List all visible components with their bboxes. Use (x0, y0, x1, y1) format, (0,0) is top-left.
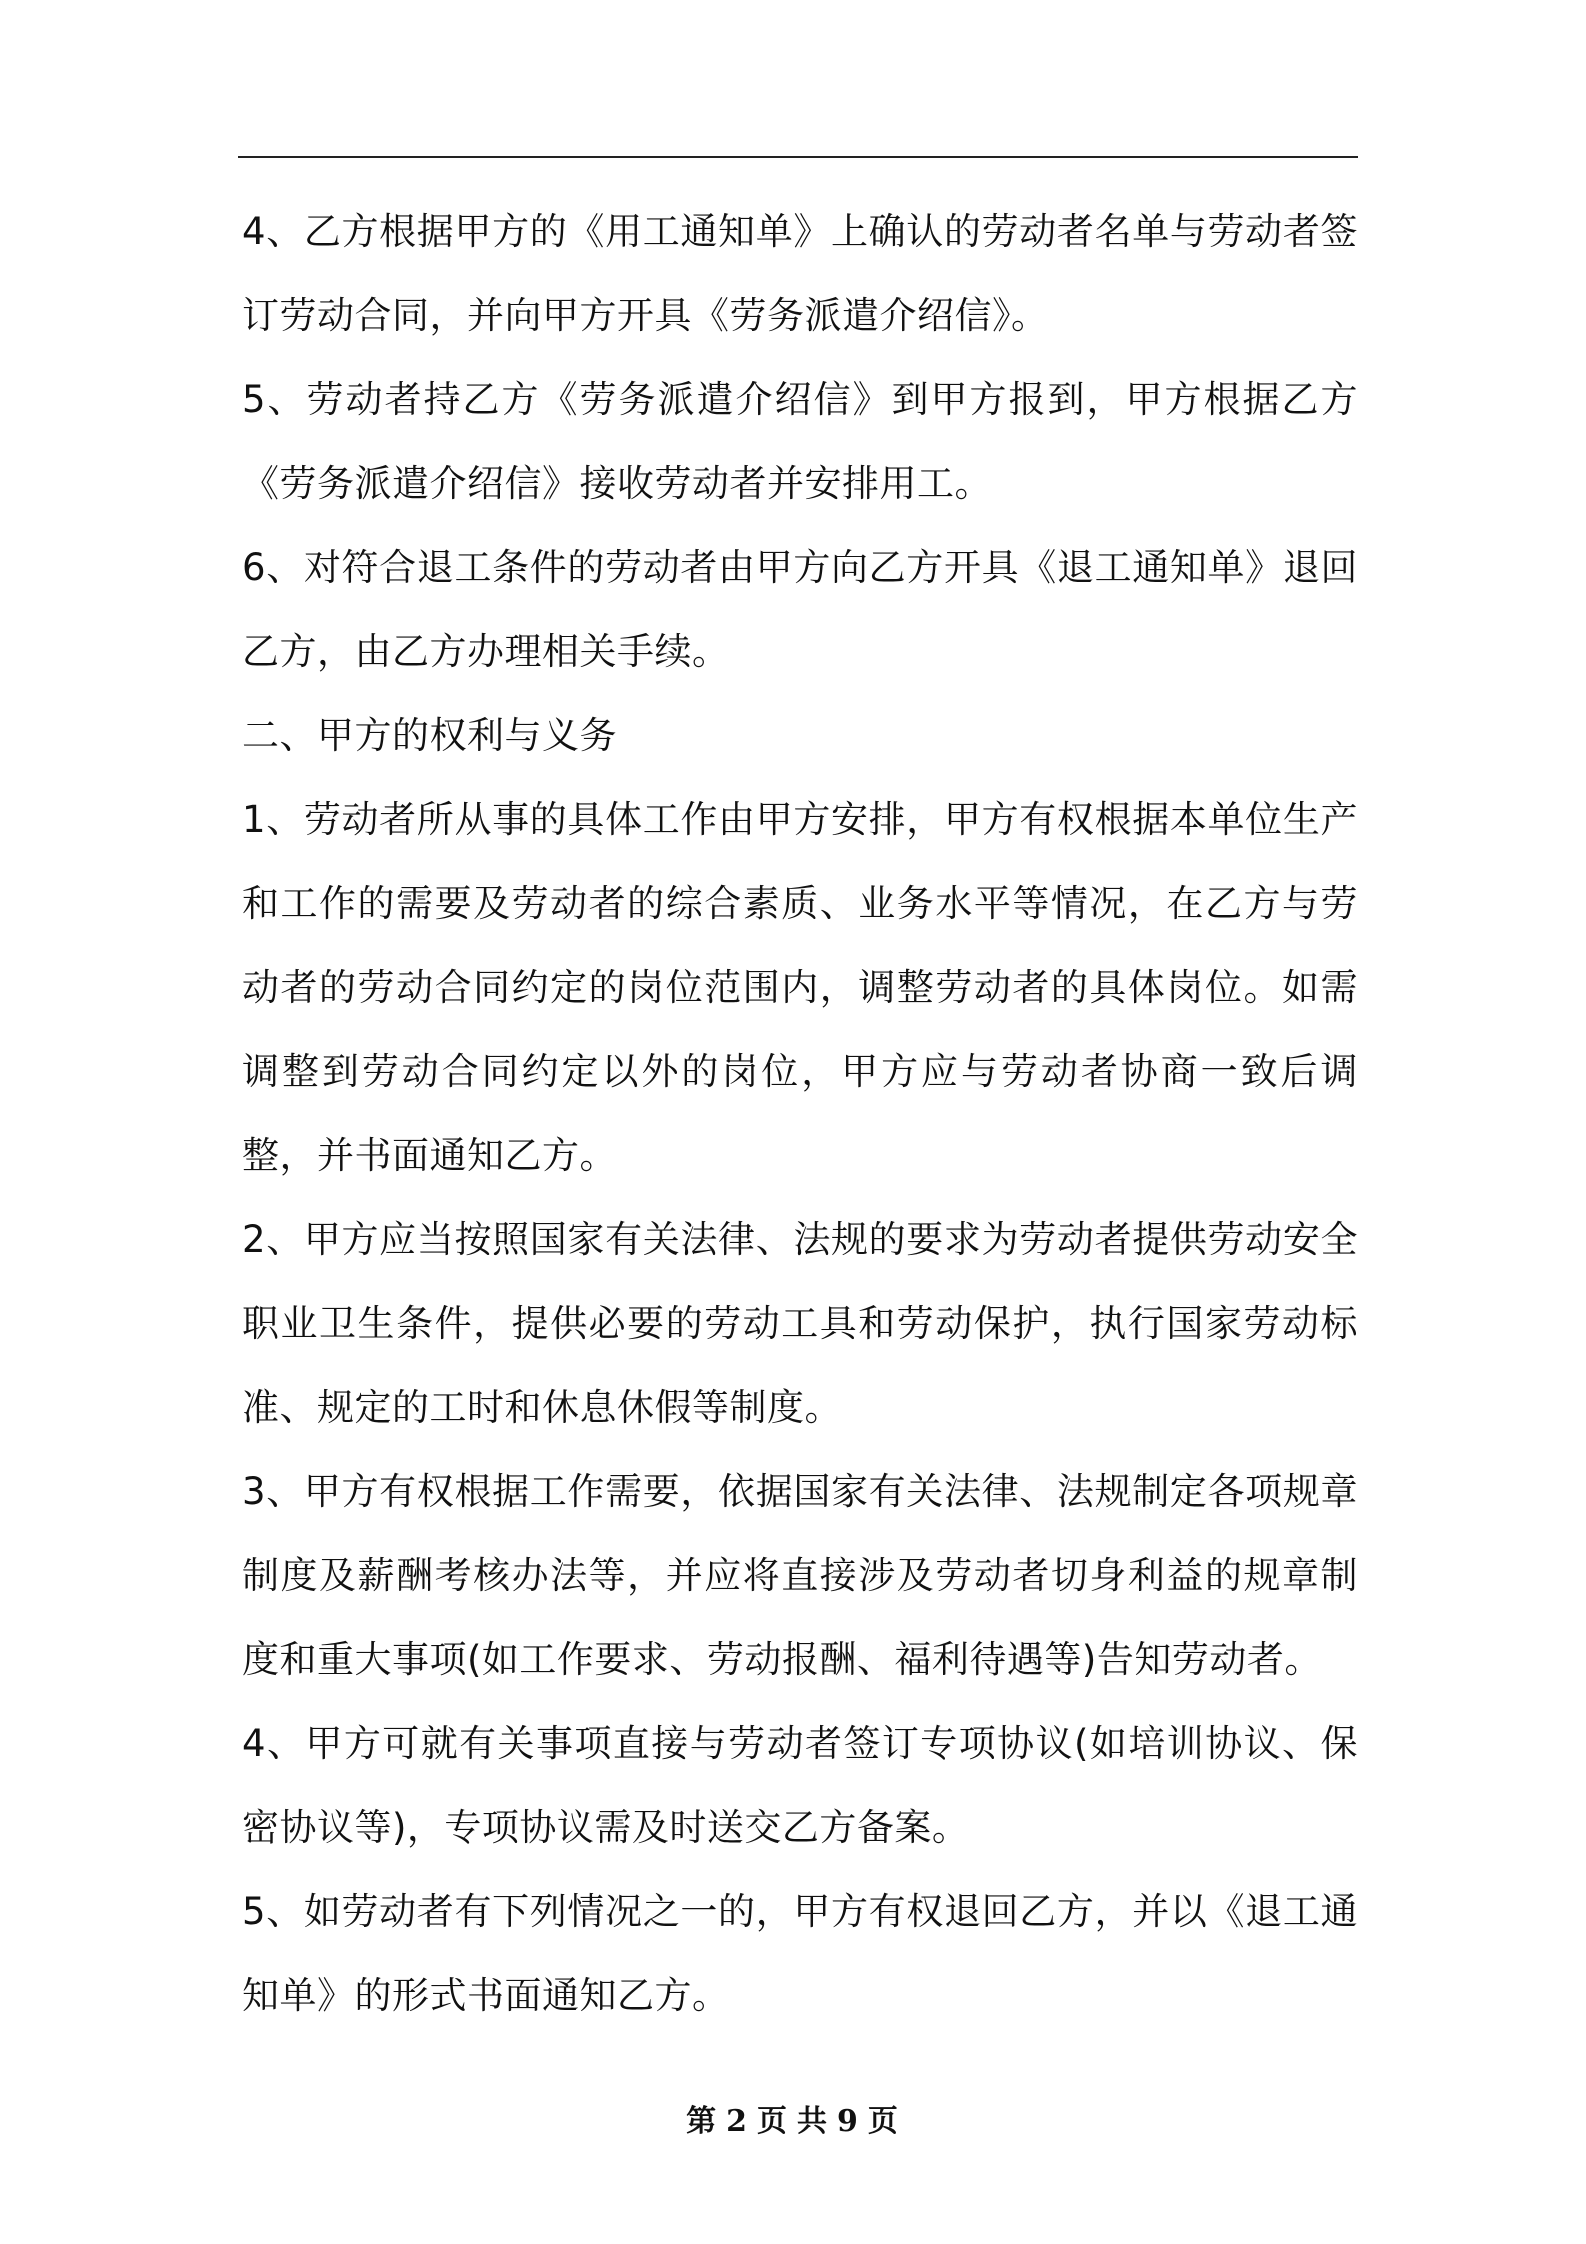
total-suffix-label: 页 (867, 2104, 900, 2139)
section-heading-party-a-rights: 二、甲方的权利与义务 (242, 714, 617, 757)
page-footer (0, 2096, 1586, 2140)
page-label: 页 (757, 2104, 789, 2139)
paragraph-5-report-to-employer: 5、劳动者持乙方《劳务派遣介绍信》到甲方报到，甲方根据乙方《劳务派遣介绍信》接收劳动者并安排用工。 (242, 378, 1358, 505)
total-pages-number: 9 (837, 2104, 860, 2139)
current-page-number: 2 (726, 2104, 749, 2139)
paragraph-6-return-notice: 6、对符合退工条件的劳动者由甲方向乙方开具《退工通知单》退回乙方，由乙方办理相关手续。 (242, 546, 1358, 673)
document-body (242, 190, 1358, 2038)
page-prefix-label: 第 (686, 2104, 719, 2139)
paragraph-a5-return-worker: 5、如劳动者有下列情况之一的，甲方有权退回乙方，并以《退工通知单》的形式书面通知乙方。 (242, 1890, 1358, 2017)
paragraph-a3-rules-and-regulations: 3、甲方有权根据工作需要，依据国家有关法律、法规制定各项规章制度及薪酬考核办法等，并应将直接涉及劳动者切身利益的规章制度和重大事项(如工作要求、劳动报酬、福利待遇等)告知劳动者。 (242, 1470, 1358, 1681)
total-prefix-label: 共 (797, 2104, 829, 2139)
paragraph-a4-special-agreements: 4、甲方可就有关事项直接与劳动者签订专项协议(如培训协议、保密协议等)，专项协议需及时送交乙方备案。 (242, 1722, 1358, 1849)
paragraph-a2-safety-conditions: 2、甲方应当按照国家有关法律、法规的要求为劳动者提供劳动安全职业卫生条件，提供必要的劳动工具和劳动保护，执行国家劳动标准、规定的工时和休息休假等制度。 (242, 1218, 1358, 1429)
paragraph-a1-work-arrangement: 1、劳动者所从事的具体工作由甲方安排，甲方有权根据本单位生产和工作的需要及劳动者的综合素质、业务水平等情况，在乙方与劳动者的劳动合同约定的岗位范围内，调整劳动者的具体岗位。如需调整到劳动合同约定以外的岗位，甲方应与劳动者协商一致后调整，并书面通知乙方。 (242, 798, 1358, 1177)
header-rule (238, 156, 1358, 158)
paragraph-4-employment-contract: 4、乙方根据甲方的《用工通知单》上确认的劳动者名单与劳动者签订劳动合同，并向甲方开具《劳务派遣介绍信》。 (242, 210, 1358, 337)
